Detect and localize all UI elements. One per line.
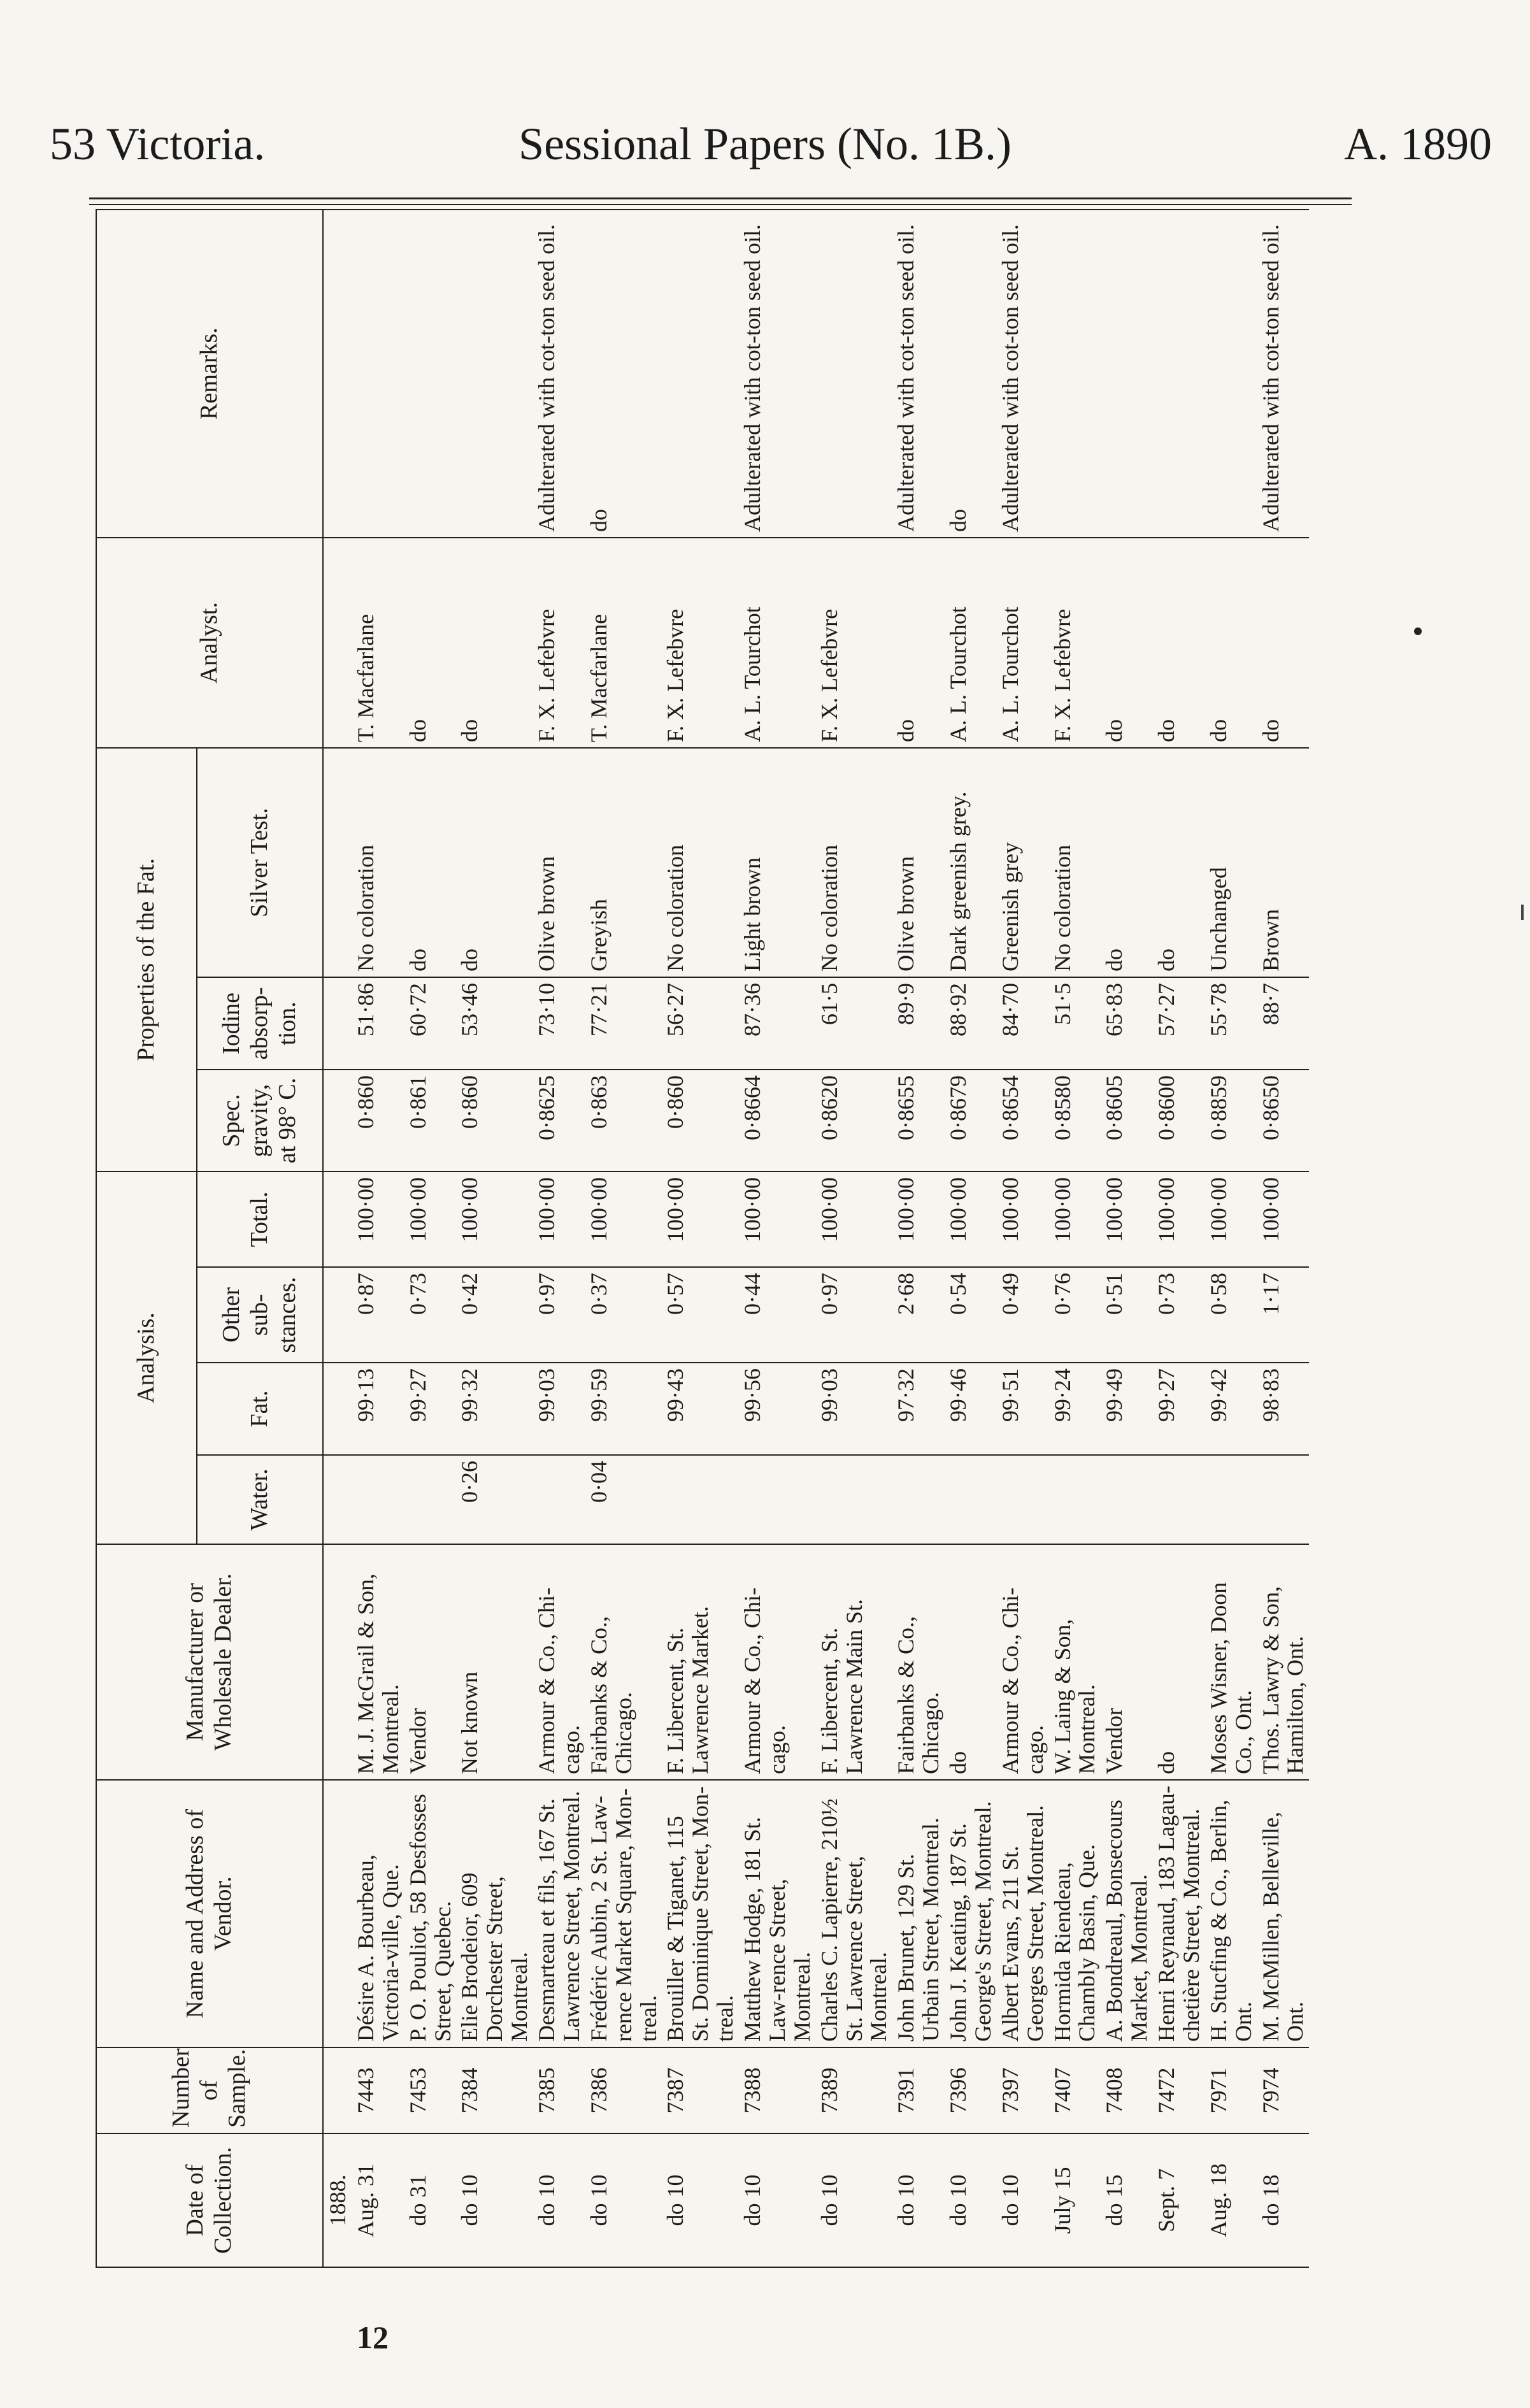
col-header-number: Number of Sample. <box>96 2047 323 2133</box>
cell-total: 100·00 <box>1049 1172 1101 1267</box>
table-row <box>1257 210 1310 2267</box>
cell-silver: No coloration <box>662 748 739 977</box>
cell-iodine: 87·36 <box>739 977 816 1070</box>
cell-number: 7396 <box>945 2047 997 2133</box>
cell-silver: Brown <box>1257 748 1310 977</box>
cell-analyst: F. X. Lefebvre <box>1049 538 1101 748</box>
cell-water <box>404 1455 457 1544</box>
cell-number: 7385 <box>533 2047 585 2133</box>
cell-other: 0·87 <box>352 1267 404 1363</box>
cell-total: 100·00 <box>892 1172 945 1267</box>
cell-spec: 0·8654 <box>997 1070 1049 1172</box>
cell-silver: No coloration <box>1049 748 1101 977</box>
cell-date: Aug. 31 <box>352 2133 404 2267</box>
cell-spec: 0·861 <box>404 1070 457 1172</box>
page-number: 12 <box>357 2319 389 2355</box>
cell-remarks: Adulterated with cot-ton seed oil. <box>1257 210 1310 538</box>
cell-silver: No coloration <box>352 748 404 977</box>
cell-number: 7971 <box>1205 2047 1257 2133</box>
cell-other: 0·58 <box>1205 1267 1257 1363</box>
cell-number: 7408 <box>1101 2047 1153 2133</box>
cell-other: 0·97 <box>533 1267 585 1363</box>
cell-iodine: 60·72 <box>404 977 457 1070</box>
cell-iodine: 53·46 <box>456 977 533 1070</box>
cell-water <box>997 1455 1049 1544</box>
cell-water <box>945 1455 997 1544</box>
cell-analyst: do <box>1205 538 1257 748</box>
cell-analyst: F. X. Lefebvre <box>533 538 585 748</box>
cell-total: 100·00 <box>662 1172 739 1267</box>
cell-remarks: Adulterated with cot-ton seed oil. <box>892 210 945 538</box>
cell-analyst: do <box>1257 538 1310 748</box>
cell-water <box>533 1455 585 1544</box>
year-cell: 1888. <box>323 2133 352 2267</box>
cell-date: do 10 <box>739 2133 816 2267</box>
cell-remarks <box>816 210 893 538</box>
col-header-iodine: Iodine absorp-tion. <box>197 977 323 1070</box>
cell-manufacturer: Fairbanks & Co., Chicago. <box>585 1544 662 1780</box>
cell-date: do 10 <box>892 2133 945 2267</box>
cell-date: do 10 <box>533 2133 585 2267</box>
cell-other: 0·54 <box>945 1267 997 1363</box>
cell-silver: do <box>1153 748 1205 977</box>
cell-total: 100·00 <box>1205 1172 1257 1267</box>
cell-date: do 10 <box>945 2133 997 2267</box>
cell-vendor: P. O. Pouliot, 58 Desfosses Street, Quebec. <box>404 1780 457 2047</box>
table-row <box>997 210 1049 2267</box>
header-right: A. 1890 <box>1344 118 1492 169</box>
cell-date: Sept. 7 <box>1153 2133 1205 2267</box>
cell-water <box>1153 1455 1205 1544</box>
cell-vendor: Frédéric Aubin, 2 St. Law-rence Market Square, Mon-treal. <box>585 1780 662 2047</box>
cell-total: 100·00 <box>404 1172 457 1267</box>
cell-manufacturer: Armour & Co., Chi-cago. <box>997 1544 1049 1780</box>
cell-analyst: do <box>1153 538 1205 748</box>
col-header-vendor: Name and Address of Vendor. <box>96 1780 323 2047</box>
cell-silver: do <box>1101 748 1153 977</box>
cell-number: 7443 <box>352 2047 404 2133</box>
cell-date: do 10 <box>585 2133 662 2267</box>
cell-fat: 99·43 <box>662 1363 739 1455</box>
header-center: Sessional Papers (No. 1B.) <box>518 118 1012 169</box>
cell-fat: 99·03 <box>533 1363 585 1455</box>
cell-spec: 0·8655 <box>892 1070 945 1172</box>
cell-iodine: 57·27 <box>1153 977 1205 1070</box>
rotated-table-frame <box>96 210 1319 2268</box>
cell-total: 100·00 <box>739 1172 816 1267</box>
cell-spec: 0·863 <box>585 1070 662 1172</box>
cell-remarks <box>404 210 457 538</box>
cell-manufacturer: W. Laing & Son, Montreal. <box>1049 1544 1101 1780</box>
table-row <box>1153 210 1205 2267</box>
cell-vendor: Elie Brodeior, 609 Dorchester Street, Montreal. <box>456 1780 533 2047</box>
cell-water <box>1205 1455 1257 1544</box>
cell-analyst: do <box>1101 538 1153 748</box>
cell-spec: 0·8625 <box>533 1070 585 1172</box>
cell-number: 7453 <box>404 2047 457 2133</box>
cell-fat: 99·59 <box>585 1363 662 1455</box>
cell-iodine: 88·92 <box>945 977 997 1070</box>
cell-number: 7389 <box>816 2047 893 2133</box>
cell-manufacturer: Moses Wisner, Doon Co., Ont. <box>1205 1544 1257 1780</box>
table-row <box>456 210 533 2267</box>
cell-date: do 10 <box>662 2133 739 2267</box>
cell-total: 100·00 <box>945 1172 997 1267</box>
cell-vendor: Hormida Riendeau, Chambly Basin, Que. <box>1049 1780 1101 2047</box>
cell-silver: Light brown <box>739 748 816 977</box>
group-header-properties: Properties of the Fat. <box>96 748 197 1172</box>
cell-vendor: John Brunet, 129 St. Urbain Street, Montreal. <box>892 1780 945 2047</box>
cell-other: 2·68 <box>892 1267 945 1363</box>
cell-other: 0·42 <box>456 1267 533 1363</box>
cell-date: do 10 <box>997 2133 1049 2267</box>
cell-date: July 15 <box>1049 2133 1101 2267</box>
cell-iodine: 77·21 <box>585 977 662 1070</box>
table-row <box>1049 210 1101 2267</box>
cell-manufacturer: Vendor <box>1101 1544 1153 1780</box>
cell-number: 7397 <box>997 2047 1049 2133</box>
cell-number: 7386 <box>585 2047 662 2133</box>
col-header-spec-gravity: Spec. gravity, at 98° C. <box>197 1070 323 1172</box>
cell-other: 0·73 <box>404 1267 457 1363</box>
cell-iodine: 84·70 <box>997 977 1049 1070</box>
cell-other: 0·97 <box>816 1267 893 1363</box>
cell-vendor: Matthew Hodge, 181 St. Law-rence Street, Montreal. <box>739 1780 816 2047</box>
cell-number: 7388 <box>739 2047 816 2133</box>
cell-water <box>1049 1455 1101 1544</box>
cell-fat: 99·27 <box>404 1363 457 1455</box>
cell-vendor: Albert Evans, 211 St. Georges Street, Montreal. <box>997 1780 1049 2047</box>
lard-analysis-table <box>96 209 1309 2268</box>
cell-remarks <box>1101 210 1153 538</box>
table-row <box>352 210 404 2267</box>
cell-iodine: 65·83 <box>1101 977 1153 1070</box>
cell-manufacturer: do <box>945 1544 997 1780</box>
cell-remarks <box>1205 210 1257 538</box>
cell-total: 100·00 <box>352 1172 404 1267</box>
cell-spec: 0·8600 <box>1153 1070 1205 1172</box>
table-row <box>739 210 816 2267</box>
cell-date: do 18 <box>1257 2133 1310 2267</box>
cell-silver: Dark greenish grey. <box>945 748 997 977</box>
cell-remarks: Adulterated with cot-ton seed oil. <box>739 210 816 538</box>
header-rule-thin <box>89 204 1352 205</box>
cell-number: 7472 <box>1153 2047 1205 2133</box>
cell-vendor: Desmarteau et fils, 167 St. Lawrence Street, Montreal. <box>533 1780 585 2047</box>
cell-spec: 0·8605 <box>1101 1070 1153 1172</box>
group-header-analysis: Analysis. <box>96 1172 197 1544</box>
table-row <box>404 210 457 2267</box>
cell-fat: 99·27 <box>1153 1363 1205 1455</box>
cell-remarks <box>1153 210 1205 538</box>
table-row <box>533 210 585 2267</box>
cell-total: 100·00 <box>997 1172 1049 1267</box>
table-row <box>892 210 945 2267</box>
cell-fat: 99·51 <box>997 1363 1049 1455</box>
col-header-fat: Fat. <box>197 1363 323 1455</box>
cell-iodine: 61·5 <box>816 977 893 1070</box>
cell-date: Aug. 18 <box>1205 2133 1257 2267</box>
cell-vendor: Charles C. Lapierre, 210½ St. Lawrence Street, Montreal. <box>816 1780 893 2047</box>
cell-water: 0·26 <box>456 1455 533 1544</box>
cell-manufacturer: F. Libercent, St. Lawrence Market. <box>662 1544 739 1780</box>
cell-spec: 0·860 <box>352 1070 404 1172</box>
cell-spec: 0·8664 <box>739 1070 816 1172</box>
cell-vendor: H. Stucfing & Co., Berlin, Ont. <box>1205 1780 1257 2047</box>
cell-water <box>892 1455 945 1544</box>
cell-water <box>739 1455 816 1544</box>
cell-spec: 0·8679 <box>945 1070 997 1172</box>
cell-silver: Olive brown <box>892 748 945 977</box>
cell-spec: 0·860 <box>662 1070 739 1172</box>
cell-total: 100·00 <box>1257 1172 1310 1267</box>
cell-analyst: F. X. Lefebvre <box>816 538 893 748</box>
cell-remarks <box>456 210 533 538</box>
cell-iodine: 55·78 <box>1205 977 1257 1070</box>
ink-speck <box>1414 627 1422 635</box>
header-rule <box>89 197 1352 199</box>
cell-analyst: F. X. Lefebvre <box>662 538 739 748</box>
cell-water <box>816 1455 893 1544</box>
cell-other: 0·44 <box>739 1267 816 1363</box>
cell-silver: No coloration <box>816 748 893 977</box>
cell-analyst: do <box>404 538 457 748</box>
col-header-water: Water. <box>197 1455 323 1544</box>
cell-silver: Olive brown <box>533 748 585 977</box>
cell-analyst: T. Macfarlane <box>585 538 662 748</box>
cell-iodine: 89·9 <box>892 977 945 1070</box>
cell-date: do 15 <box>1101 2133 1153 2267</box>
cell-water <box>352 1455 404 1544</box>
cell-manufacturer: Fairbanks & Co., Chicago. <box>892 1544 945 1780</box>
cell-number: 7974 <box>1257 2047 1310 2133</box>
cell-total: 100·00 <box>533 1172 585 1267</box>
cell-analyst: A. L. Tourchot <box>739 538 816 748</box>
table-row <box>945 210 997 2267</box>
cell-manufacturer: Thos. Lawry & Son, Hamilton, Ont. <box>1257 1544 1310 1780</box>
cell-manufacturer: Not known <box>456 1544 533 1780</box>
cell-analyst: A. L. Tourchot <box>997 538 1049 748</box>
cell-iodine: 51·86 <box>352 977 404 1070</box>
cell-fat: 97·32 <box>892 1363 945 1455</box>
cell-iodine: 88·7 <box>1257 977 1310 1070</box>
cell-manufacturer: M. J. McGrail & Son, Montreal. <box>352 1544 404 1780</box>
edge-mark <box>1521 905 1524 920</box>
cell-spec: 0·8650 <box>1257 1070 1310 1172</box>
cell-other: 0·57 <box>662 1267 739 1363</box>
cell-other: 0·73 <box>1153 1267 1205 1363</box>
cell-spec: 0·8580 <box>1049 1070 1101 1172</box>
cell-total: 100·00 <box>1153 1172 1205 1267</box>
col-header-silver-test: Silver Test. <box>197 748 323 977</box>
header-left: 53 Victoria. <box>50 118 266 169</box>
cell-vendor: Désire A. Bourbeau, Victoria-ville, Que. <box>352 1780 404 2047</box>
cell-manufacturer: F. Libercent, St. Lawrence Main St. <box>816 1544 893 1780</box>
cell-water <box>1257 1455 1310 1544</box>
table-row <box>1205 210 1257 2267</box>
cell-date: do 10 <box>816 2133 893 2267</box>
cell-manufacturer: do <box>1153 1544 1205 1780</box>
cell-fat: 99·46 <box>945 1363 997 1455</box>
cell-silver: do <box>404 748 457 977</box>
col-header-total: Total. <box>197 1172 323 1267</box>
cell-iodine: 73·10 <box>533 977 585 1070</box>
cell-remarks: do <box>585 210 662 538</box>
cell-silver: do <box>456 748 533 977</box>
cell-fat: 99·49 <box>1101 1363 1153 1455</box>
cell-remarks: do <box>945 210 997 538</box>
cell-vendor: John J. Keating, 187 St. George's Street, Montreal. <box>945 1780 997 2047</box>
cell-water <box>662 1455 739 1544</box>
cell-number: 7384 <box>456 2047 533 2133</box>
cell-number: 7391 <box>892 2047 945 2133</box>
cell-number: 7407 <box>1049 2047 1101 2133</box>
table-row <box>816 210 893 2267</box>
cell-fat: 99·13 <box>352 1363 404 1455</box>
cell-vendor: Brouiller & Tiganet, 115 St. Dominique Street, Mon-treal. <box>662 1780 739 2047</box>
cell-analyst: do <box>892 538 945 748</box>
cell-date: do 31 <box>404 2133 457 2267</box>
cell-fat: 98·83 <box>1257 1363 1310 1455</box>
cell-analyst: T. Macfarlane <box>352 538 404 748</box>
cell-remarks: Adulterated with cot-ton seed oil. <box>997 210 1049 538</box>
cell-manufacturer: Vendor <box>404 1544 457 1780</box>
cell-water <box>1101 1455 1153 1544</box>
cell-vendor: M. McMillen, Belleville, Ont. <box>1257 1780 1310 2047</box>
cell-total: 100·00 <box>456 1172 533 1267</box>
cell-fat: 99·42 <box>1205 1363 1257 1455</box>
cell-total: 100·00 <box>1101 1172 1153 1267</box>
cell-total: 100·00 <box>585 1172 662 1267</box>
cell-water: 0·04 <box>585 1455 662 1544</box>
cell-remarks <box>1049 210 1101 538</box>
cell-number: 7387 <box>662 2047 739 2133</box>
cell-manufacturer: Armour & Co., Chi-cago. <box>533 1544 585 1780</box>
cell-analyst: do <box>456 538 533 748</box>
cell-spec: 0·860 <box>456 1070 533 1172</box>
cell-spec: 0·8620 <box>816 1070 893 1172</box>
cell-iodine: 51·5 <box>1049 977 1101 1070</box>
cell-analyst: A. L. Tourchot <box>945 538 997 748</box>
table-row <box>585 210 662 2267</box>
col-header-date: Date of Collection. <box>96 2133 323 2267</box>
cell-iodine: 56·27 <box>662 977 739 1070</box>
cell-fat: 99·32 <box>456 1363 533 1455</box>
cell-silver: Greenish grey <box>997 748 1049 977</box>
col-header-manufacturer: Manufacturer or Wholesale Dealer. <box>96 1544 323 1780</box>
cell-other: 1·17 <box>1257 1267 1310 1363</box>
cell-spec: 0·8859 <box>1205 1070 1257 1172</box>
cell-other: 0·37 <box>585 1267 662 1363</box>
cell-silver: Unchanged <box>1205 748 1257 977</box>
cell-remarks <box>662 210 739 538</box>
table-row <box>662 210 739 2267</box>
col-header-analyst: Analyst. <box>96 538 323 748</box>
table-body <box>323 210 1309 2267</box>
cell-other: 0·49 <box>997 1267 1049 1363</box>
cell-silver: Greyish <box>585 748 662 977</box>
cell-other: 0·76 <box>1049 1267 1101 1363</box>
cell-fat: 99·56 <box>739 1363 816 1455</box>
cell-total: 100·00 <box>816 1172 893 1267</box>
cell-vendor: A. Bondreaul, Bonsecours Market, Montreal. <box>1101 1780 1153 2047</box>
col-header-remarks: Remarks. <box>96 210 323 538</box>
cell-vendor: Henri Reynaud, 183 Lagau-chetière Street, Montreal. <box>1153 1780 1205 2047</box>
cell-date: do 10 <box>456 2133 533 2267</box>
cell-fat: 99·03 <box>816 1363 893 1455</box>
cell-remarks: Adulterated with cot-ton seed oil. <box>533 210 585 538</box>
year-row <box>323 210 352 2267</box>
cell-manufacturer: Armour & Co., Chi-cago. <box>739 1544 816 1780</box>
table-row <box>1101 210 1153 2267</box>
col-header-other: Other sub-stances. <box>197 1267 323 1363</box>
cell-remarks <box>352 210 404 538</box>
cell-fat: 99·24 <box>1049 1363 1101 1455</box>
cell-other: 0·51 <box>1101 1267 1153 1363</box>
